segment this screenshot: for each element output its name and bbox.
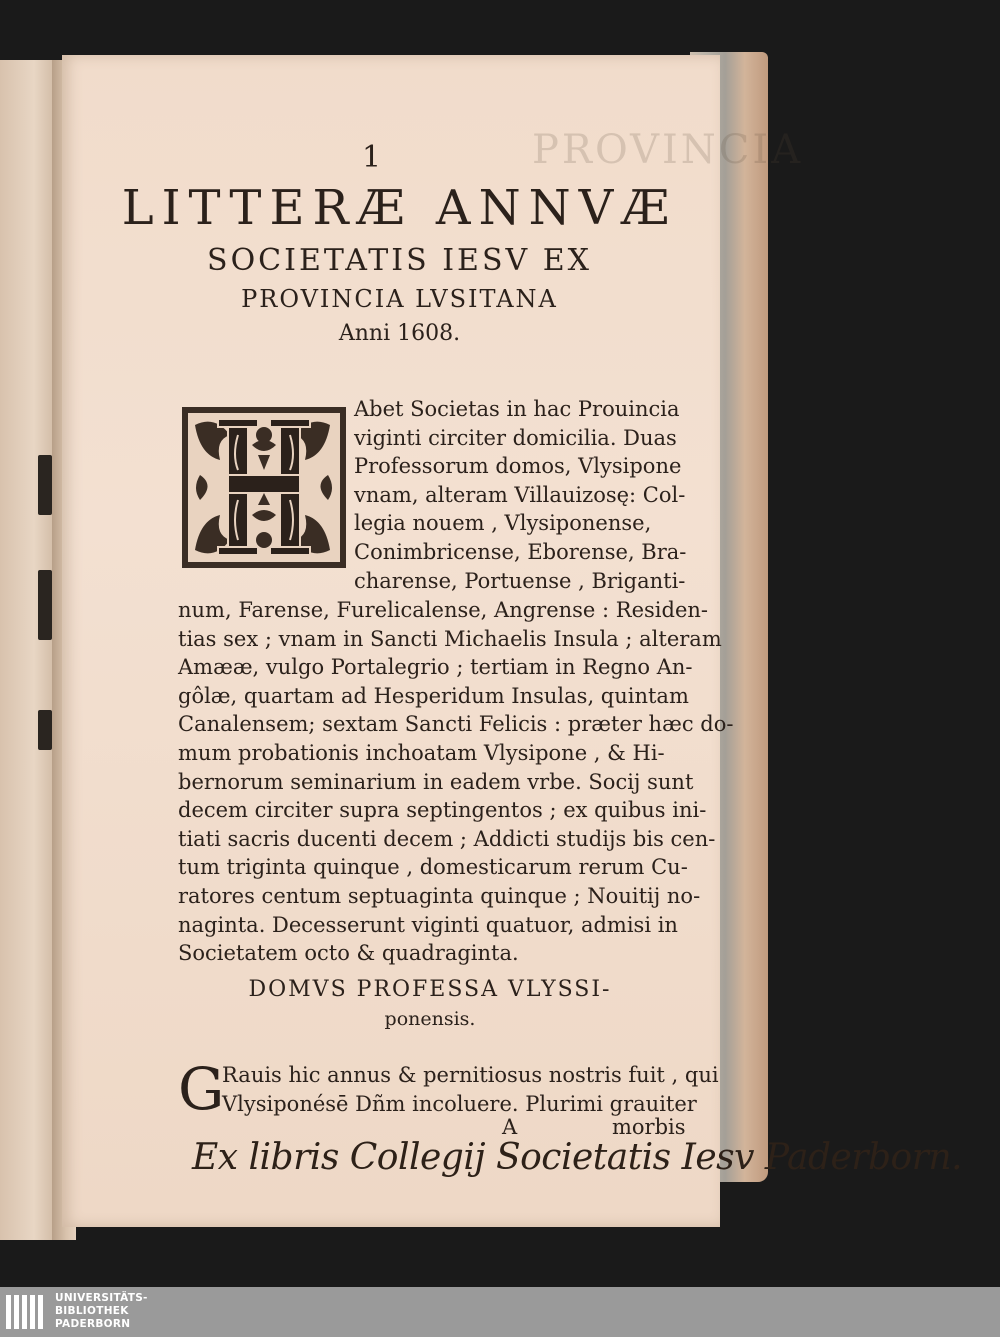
text-line: vnam, alteram Villauizosę: Col- — [354, 482, 686, 507]
text-line: charense, Portuense , Briganti- — [354, 568, 686, 593]
text-line: tias sex ; vnam in Sancti Michaelis Insula ; alteram — [178, 626, 722, 651]
text-line: ratores centum septuaginta quinque ; Nouitij no- — [178, 883, 701, 908]
text-line: Professorum domos, Vlysipone — [354, 454, 682, 479]
signature-mark: A — [502, 1115, 518, 1139]
section-heading: DOMVS PROFESSA VLYSSI- — [248, 977, 612, 1002]
text-line: tiati sacris ducenti decem ; Addicti studijs bis cen- — [178, 826, 716, 851]
text-line: Abet Societas in hac Prouincia — [354, 397, 680, 421]
title-line-1: LITTERÆ ANNVÆ — [121, 180, 678, 236]
text-line: decem circiter supra septingentos ; ex quibus ini- — [178, 798, 707, 823]
title-line-4: Anni 1608. — [338, 321, 461, 346]
text-line: Canalensem; sextam Sancti Felicis : præter hæc do- — [178, 712, 734, 737]
title-line-3: PROVINCIA LVSITANA — [241, 285, 558, 313]
section-heading-continued: ponensis. — [384, 1008, 476, 1030]
text-line: gôlæ, quartam ad Hesperidum Insulas, quintam — [178, 683, 689, 708]
paragraph-1-beside-initial — [354, 395, 686, 595]
text-line: Rauis hic annus & pernitiosus nostris fuit , qui — [222, 1063, 719, 1087]
text-line: legia nouem , Vlysiponense, — [354, 511, 652, 536]
decorated-initial — [180, 405, 348, 570]
initial-letter-g: G — [178, 1055, 225, 1123]
logo-line: BIBLIOTHEK — [55, 1305, 129, 1317]
text-line: Amææ, vulgo Portalegrio ; tertiam in Regno An- — [178, 655, 693, 680]
text-line: Vlysiponésē Dñm incoluere. Plurimi grauiter — [222, 1091, 697, 1116]
library-logo-text — [55, 1292, 148, 1331]
handwritten-ownership-note: Ex libris Collegij Societatis Iesv Paderborn. — [192, 1137, 963, 1178]
text-line: Societatem octo & quadraginta. — [178, 941, 519, 966]
logo-line: UNIVERSITÄTS- — [55, 1292, 148, 1304]
text-line: naginta. Decesserunt viginti quatuor, admisi in — [178, 912, 678, 937]
svg-text:H: H — [180, 405, 181, 406]
catchword: morbis — [612, 1115, 686, 1139]
text-line: tum triginta quinque , domesticarum rerum Cu- — [178, 855, 688, 880]
library-footer-bar — [0, 1287, 1000, 1337]
text-line: bernorum seminarium in eadem vrbe. Socij sunt — [178, 769, 694, 794]
text-line: num, Farense, Furelicalense, Angrense : Residen- — [178, 598, 709, 622]
text-line: mum probationis inchoatam Vlysipone , & Hi- — [178, 740, 665, 765]
book-page — [62, 55, 963, 1227]
paragraph-1-continued — [178, 596, 733, 968]
page-number: 1 — [362, 140, 382, 175]
paragraph-2 — [222, 1061, 719, 1118]
library-logo-icon — [6, 1293, 50, 1331]
text-line: viginti circiter domicilia. Duas — [354, 425, 677, 450]
title-line-2: SOCIETATIS IESV EX — [207, 243, 592, 278]
logo-line: PADERBORN — [55, 1318, 131, 1330]
bleed-through-text: PROVINCIA — [532, 127, 804, 173]
text-line: Conimbricense, Eborense, Bra- — [354, 539, 687, 564]
